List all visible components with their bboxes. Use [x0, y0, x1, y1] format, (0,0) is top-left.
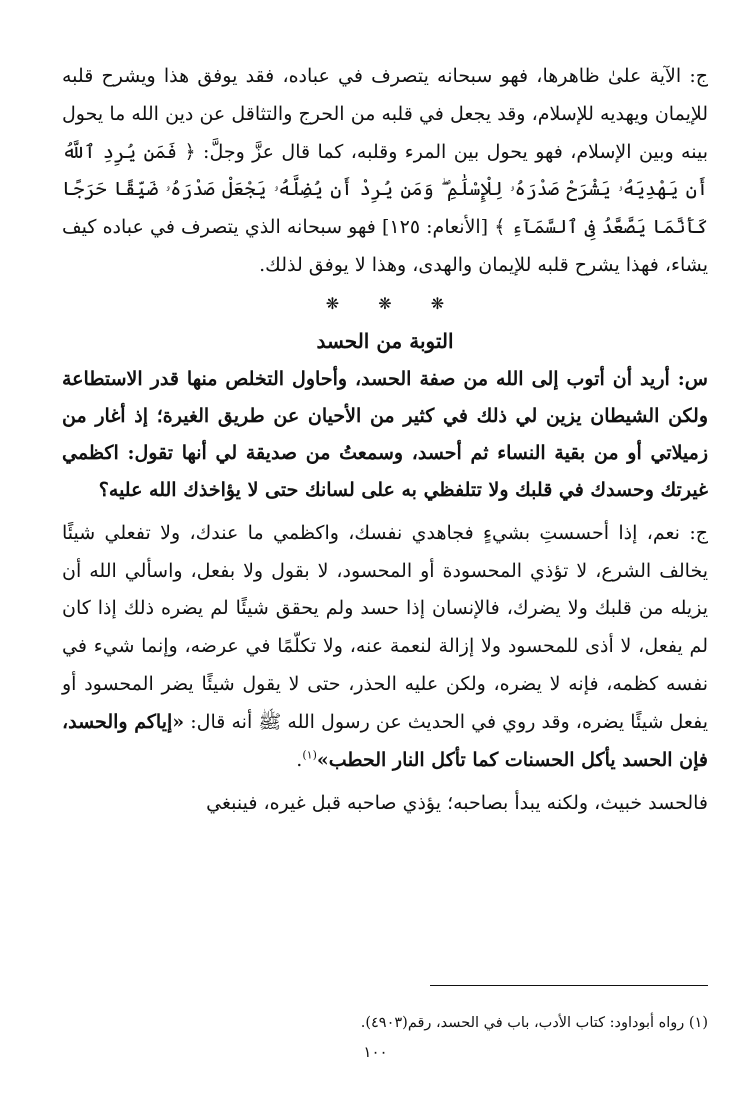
verse-citation: [الأنعام: ١٢٥] — [381, 216, 489, 239]
footnote: (١) رواه أبوداود: كتاب الأدب، باب في الحسد، رقم(٤٩٠٣). — [360, 1015, 708, 1031]
closing-paragraph: فالحسد خبيث، ولكنه يبدأ بصاحبه؛ يؤذي صاحبه قبل غيره، فينبغي — [206, 792, 708, 815]
page-body — [62, 58, 708, 823]
answer-1-text-end: فهو سبحانه الذي يتصرف في عباده كيف يشاء، فهذا يشرح قلبه للإيمان والهدى، وهذا لا يوفق لذلك. — [62, 216, 708, 276]
quran-verse: ﴿ فَمَن يُرِدِ ٱللَّهُ أَن يَهْدِيَهُۥ يَشْرَحْ صَدْرَهُۥ لِلْإِسْلَٰمِ ۖ وَمَن يُرِدْ أَن يُضِلَّهُۥ يَجْعَلْ صَدْرَهُۥ ضَيِّقًا حَرَجًا كَأَنَّمَا يَصَّعَّدُ فِى ٱلسَّمَآءِ ﴾ — [62, 140, 709, 239]
question-paragraph: س: أريد أن أتوب إلى الله من صفة الحسد، وأحاول التخلص منها قدر الاستطاعة ولكن الشيطان يزين لي ذلك في كثير من الأحيان عن طريق الغيرة؛ إذ أغار من زميلاتي أو من بقية النساء ثم أحسد، وسمعتُ من صديقة لي أنها تقول: اكظمي غيرتك وحسدك في قلبك ولا تتلفظي به على لسانك حتى لا يؤاخذك الله عليه؟ — [62, 367, 708, 501]
footnote-reference[interactable]: (١) — [302, 748, 317, 762]
footnote-divider — [430, 985, 708, 986]
answer-paragraph-1 — [62, 58, 708, 285]
answer-1-text: ج: الآية علىٰ ظاهرها، فهو سبحانه يتصرف في عباده، فقد يوفق هذا ويشرح قلبه للإيمان ويهديه للإسلام، وقد يجعل في قلبه من الحرج والتثاقل عن دين الله ما يحول بينه وبين الإسلام، فهو يحول بين المرء وقلبه، كما قال عزَّ وجلَّ: — [62, 65, 709, 163]
hadith-quote: «إياكم والحسد، فإن الحسد يأكل الحسنات كما تأكل النار الحطب» — [62, 710, 708, 771]
answer-paragraph-2: ج: نعم، إذا أحسستِ بشيءٍ فجاهدي نفسك، واكظمي ما عندك، ولا تفعلي شيئًا يخالف الشرع، لا تؤذي المحسودة أو المحسود، لا بقول ولا بفعل، واسألي الله أن يزيله من قلبك ولا يضرك، فالإنسان إذا حسد ولم يحقق شيئًا لم يضره ذلك إذا كان لم يفعل، لا أذى للمحسود ولا إزالة لنعمة عنه، ولا تكلّمًا في عرضه، وإنما شيء في نفسه كظمه، فإنه لا يضره، ولكن عليه الحذر، حتى لا يقول شيئًا يضر المحسود أو يفعل شيئًا يضره، وقد روي في الحديث عن رسول الله ﷺ أنه قال: «إياكم والحسد، فإن الحسد يأكل الحسنات كما تأكل النار الحطب»$^{(١)}$. — [62, 521, 708, 771]
section-title: التوبة من الحسد — [316, 328, 454, 353]
section-separator: ❋ ❋ ❋ — [325, 293, 445, 313]
page-number: ١٠٠ — [363, 1043, 388, 1061]
answer-2-text: ج: نعم، إذا أحسستِ بشيءٍ فجاهدي نفسك، واكظمي ما عندك، ولا تفعلي شيئًا يخالف الشرع، لا تؤذي المحسودة أو المحسود، لا بقول ولا بفعل، واسألي الله أن يزيله من قلبك ولا يضرك، فالإنسان إذا حسد ولم يحقق شيئًا لم يضره ذلك إذا كان لم يفعل، لا أذى للمحسود ولا إزالة لنعمة عنه، ولا تكلّمًا في عرضه، وإنما شيء في نفسه كظمه، فإنه لا يضره، ولكن عليه الحذر، حتى لا يقول شيئًا يضر المحسود أو يفعل شيئًا يضره، وقد روي في الحديث عن رسول الله ﷺ أنه قال: — [62, 521, 708, 733]
